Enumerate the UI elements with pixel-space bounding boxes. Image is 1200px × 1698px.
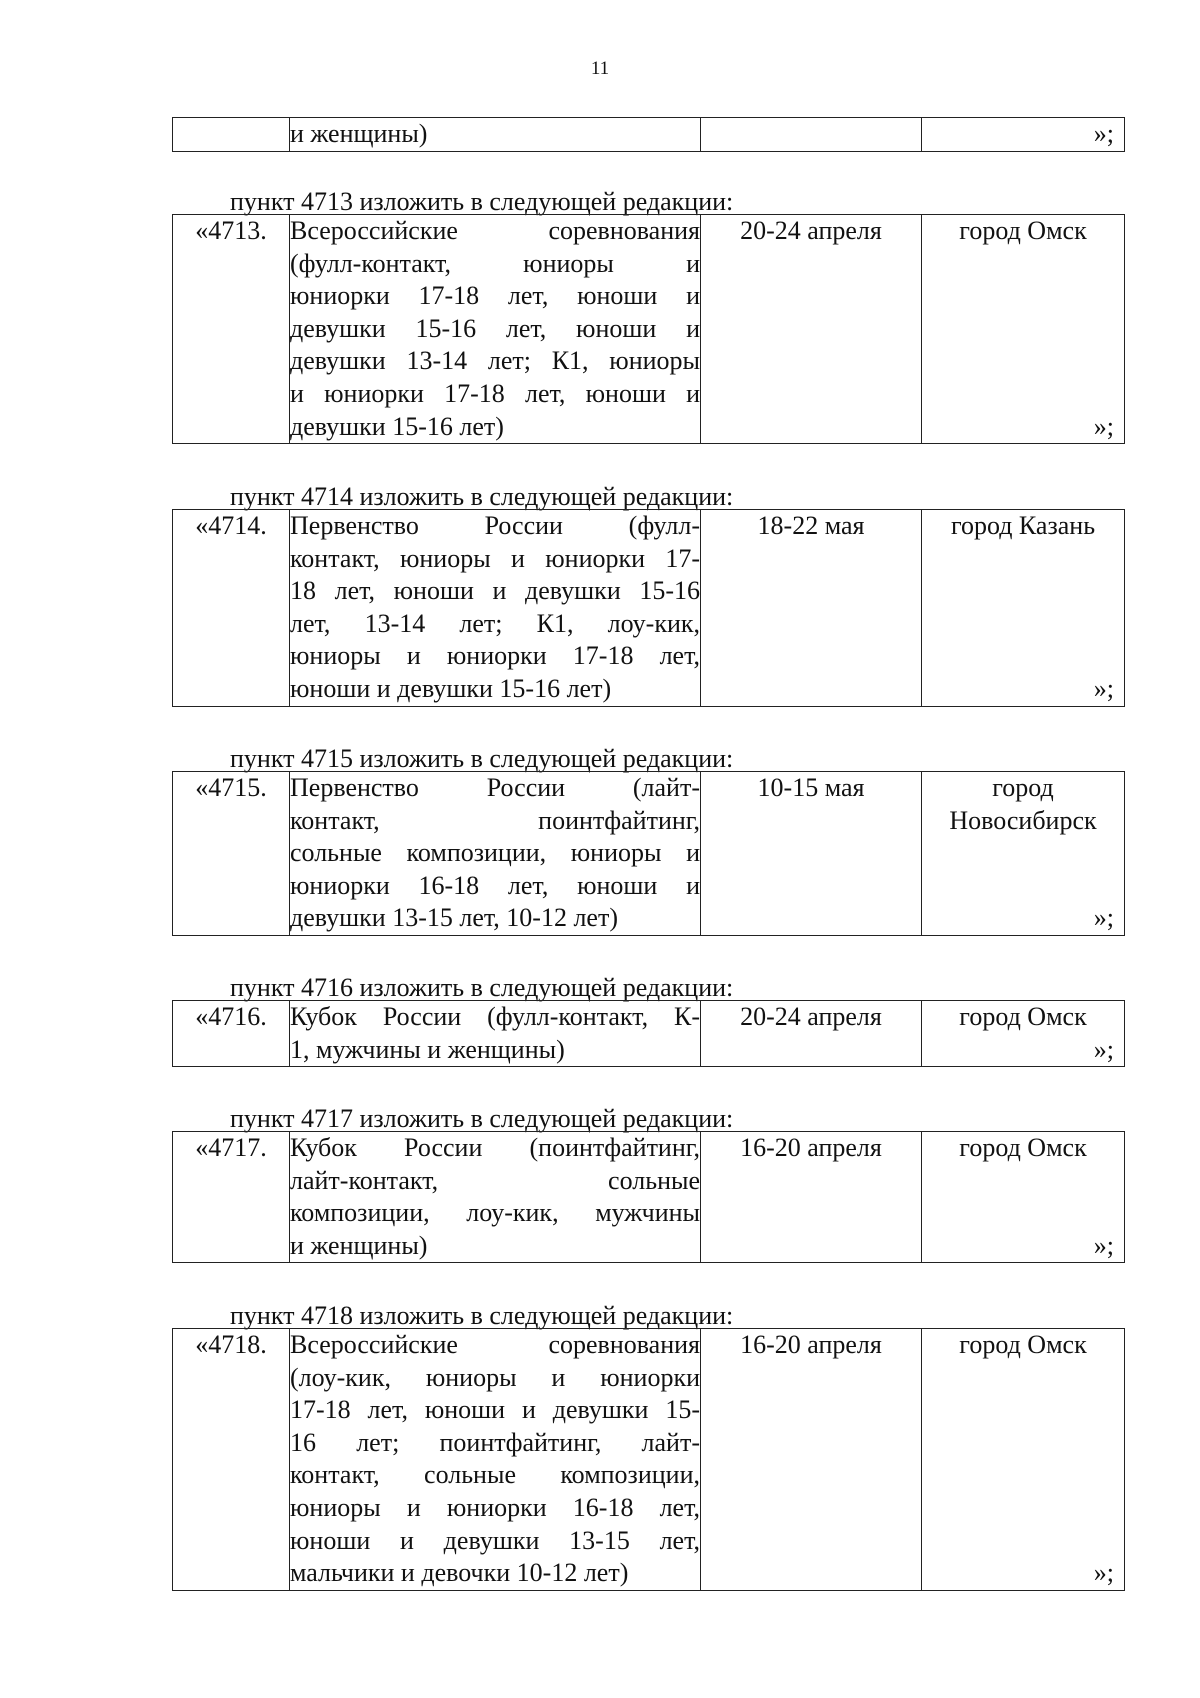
description-line: Первенство России (лайт- [290,773,700,802]
amendment-table [172,509,1125,707]
description-line: юниорки 16-18 лет, юноши и [290,870,700,900]
amendment-table [172,1000,1125,1067]
description-line: контакт, сольные композиции, [290,1460,700,1490]
amendment-intro: пункт 4716 изложить в следующей редакции: [230,973,734,1002]
description-cell [290,1001,701,1067]
closing-quote: »; [1093,1034,1114,1064]
description-line: композиции, лоу-кик, мужчины [290,1198,700,1228]
description-cell [290,215,701,444]
description-cell [290,118,701,152]
description-line: юноши и девушки 15-16 лет) [290,673,612,703]
place-cell [922,772,1125,936]
description-cell [290,1329,701,1591]
closing-quote: »; [1093,119,1114,148]
place-name: город Омск [959,1330,1087,1359]
place-cell [922,1329,1125,1591]
description-cell [290,1132,701,1263]
amendment-table [172,771,1125,936]
description-line: Кубок России (поинтфайтинг, [290,1133,700,1162]
amendment-table [172,214,1125,444]
date-cell: 20-24 апреля [701,1001,922,1067]
amendment-intro: пункт 4718 изложить в следующей редакции: [230,1301,734,1330]
description-line: Всероссийские соревнования [290,1330,700,1359]
date-cell: 18-22 мая [701,510,922,707]
description-line: девушки 13-14 лет; К1, юниоры [290,346,700,376]
description-cell [290,772,701,936]
date-cell: 20-24 апреля [701,215,922,444]
place-name: город Омск [959,1002,1087,1031]
place-cell [922,215,1125,444]
place-cell [922,510,1125,707]
place-name: город Казань [950,511,1096,540]
description-line: девушки 13-15 лет, 10-12 лет) [290,903,618,933]
description-line: Первенство России (фулл- [290,511,700,540]
date-cell: 10-15 мая [701,772,922,936]
date-cell [701,118,922,152]
amendment-intro: пункт 4713 изложить в следующей редакции: [230,187,734,216]
amendment-intro: пункт 4715 изложить в следующей редакции: [230,744,734,773]
description-line: контакт, поинтфайтинг, [290,805,700,835]
table-row [173,1132,1125,1263]
amendment-intro: пункт 4714 изложить в следующей редакции: [230,482,734,511]
continued-table-row [172,117,1125,152]
description-line: Кубок России (фулл-контакт, К- [290,1002,700,1031]
table-row [173,1329,1125,1591]
place-cell [922,1132,1125,1263]
place-name: город Омск [959,216,1087,245]
description-line: юниоры и юниорки 16-18 лет, [290,1492,700,1522]
description-line: (лоу-кик, юниоры и юниорки [290,1362,700,1392]
description-line: лайт-контакт, сольные [290,1165,700,1195]
closing-quote: »; [1093,411,1114,441]
date-cell: 16-20 апреля [701,1132,922,1263]
item-number-cell: «4714. [173,510,290,707]
item-number-cell: «4715. [173,772,290,936]
item-number-cell: «4717. [173,1132,290,1263]
place-cell [922,118,1125,152]
table-row [173,772,1125,936]
item-number-cell: «4718. [173,1329,290,1591]
description-line: 1, мужчины и женщины) [290,1034,565,1064]
description-line: девушки 15-16 лет, юноши и [290,313,700,343]
closing-quote: »; [1093,1230,1114,1260]
item-number-cell: «4716. [173,1001,290,1067]
table-row [173,118,1125,152]
description-line: юниоры и юниорки 17-18 лет, [290,641,700,671]
description-line: контакт, юниоры и юниорки 17- [290,543,700,573]
description-line: и женщины) [290,1230,428,1260]
table-row [173,1001,1125,1067]
description-line: девушки 15-16 лет) [290,411,504,441]
amendment-table [172,1131,1125,1263]
table-row [173,215,1125,444]
closing-quote: »; [1093,1558,1114,1588]
amendment-table [172,1328,1125,1591]
description-line: (фулл-контакт, юниоры и [290,248,700,278]
closing-quote: »; [1093,673,1114,703]
description-line: юноши и девушки 13-15 лет, [290,1525,700,1555]
amendment-intro: пункт 4717 изложить в следующей редакции: [230,1104,734,1133]
description-line: и женщины) [290,119,428,148]
page-number: 11 [590,58,610,79]
description-line: сольные композиции, юниоры и [290,838,700,868]
description-line: 18 лет, юноши и девушки 15-16 [290,576,700,606]
table-row [173,510,1125,707]
description-line: лет, 13-14 лет; К1, лоу-кик, [290,608,700,638]
description-cell [290,510,701,707]
closing-quote: »; [1093,903,1114,933]
item-number-cell [173,118,290,152]
description-line: 17-18 лет, юноши и девушки 15- [290,1395,700,1425]
place-name: город Новосибирск [949,773,1097,835]
date-cell: 16-20 апреля [701,1329,922,1591]
description-line: мальчики и девочки 10-12 лет) [290,1558,629,1588]
description-line: 16 лет; поинтфайтинг, лайт- [290,1427,700,1457]
description-line: и юниорки 17-18 лет, юноши и [290,378,700,408]
item-number-cell: «4713. [173,215,290,444]
description-line: Всероссийские соревнования [290,216,700,245]
description-line: юниорки 17-18 лет, юноши и [290,281,700,311]
place-cell [922,1001,1125,1067]
place-name: город Омск [959,1133,1087,1162]
